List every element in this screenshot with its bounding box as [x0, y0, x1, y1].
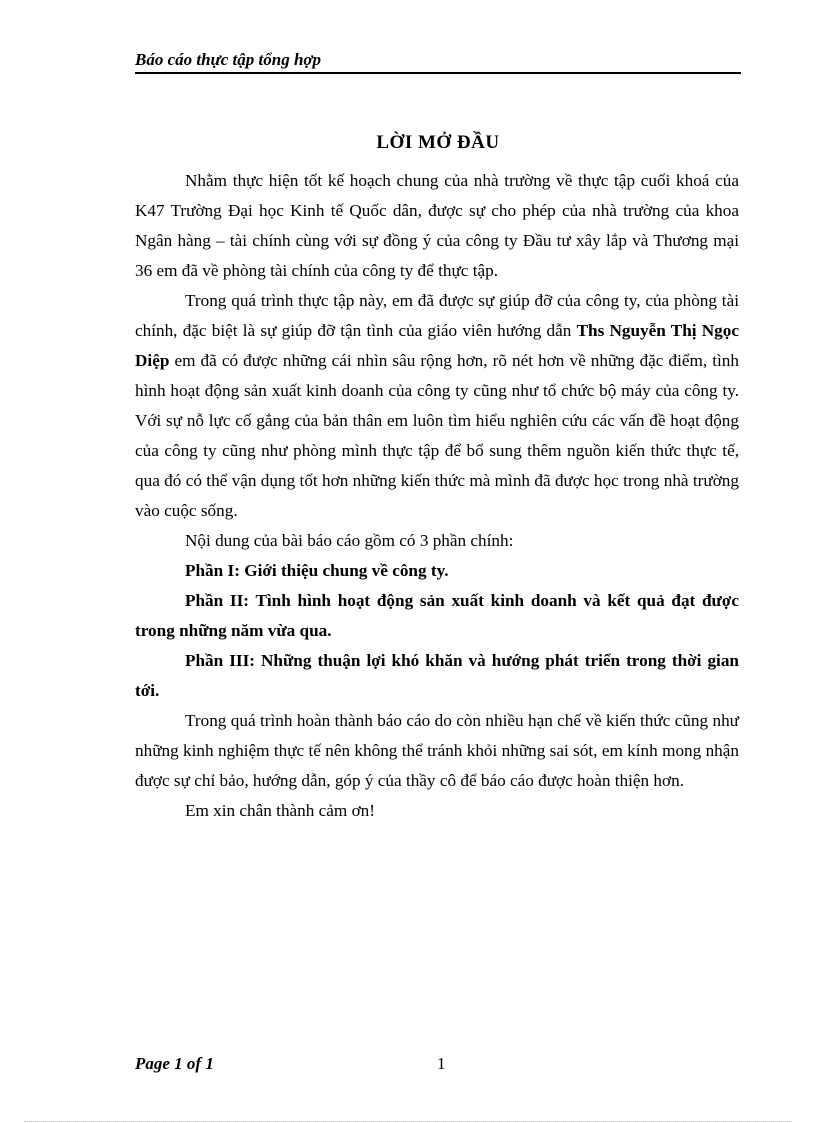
teacher-name: Ths Nguyễn Thị Ngọc Diệp [135, 321, 739, 370]
acknowledgement-paragraph [135, 286, 739, 526]
page-bottom-divider [24, 1121, 792, 1122]
limitations-paragraph: Trong quá trình hoàn thành báo cáo do còn nhiều hạn chế về kiến thức cũng như những kinh nghiệm thực tế nên không thể tránh khỏi những sai sót, em kính mong nhận được sự chỉ bảo, hướng dẫn, góp ý của thầy cô để báo cáo được hoàn thiện hơn. [135, 711, 739, 790]
acknowledgement-text-end: em đã có được những cái nhìn sâu rộng hơn, rõ nét hơn về những đặc điểm, tình hình hoạt động sản xuất kinh doanh của công ty cũng như tổ chức bộ máy của công ty. Với sự nỗ lực cố gắng của bản thân em luôn tìm hiểu nghiên cứu các vấn đề hoạt động của công ty cũng như phòng mình thực tập để bổ sung thêm nguồn kiến thức thực tế, qua đó có thể vận dụng tốt hơn những kiến thức mà mình đã được học trong nhà trường vào cuộc sống. [135, 351, 739, 520]
acknowledgement-text-start: Trong quá trình thực tập này, em đã được sự giúp đỡ của công ty, của phòng tài chính, đặc biệt là sự giúp đỡ tận tình của giáo viên hướng dẫn [135, 291, 739, 340]
page-header [135, 48, 741, 74]
part-3-item: Phần III: Những thuận lợi khó khăn và hướng phát triển trong thời gian tới. [135, 651, 739, 700]
footer-page-label: Page 1 of 1 [135, 1054, 214, 1073]
document-body [135, 166, 739, 826]
intro-paragraph: Nhằm thực hiện tốt kế hoạch chung của nhà trường về thực tập cuối khoá của K47 Trường Đại học Kinh tế Quốc dân, được sự cho phép của nhà trường của khoa Ngân hàng – tài chính cùng với sự đồng ý của công ty Đầu tư xây lắp và Thương mại 36 em đã về phòng tài chính của công ty để thực tập. [135, 171, 739, 280]
footer-page-number: 1 [437, 1054, 446, 1073]
document-heading: LỜI MỞ ĐẦU [376, 132, 500, 153]
contents-intro: Nội dung của bài báo cáo gồm có 3 phần chính: [185, 531, 514, 550]
part-1-item: Phần I: Giới thiệu chung về công ty. [185, 561, 449, 580]
closing-line: Em xin chân thành cảm ơn! [185, 801, 375, 820]
part-2-item: Phần II: Tình hình hoạt động sản xuất kinh doanh và kết quả đạt được trong những năm vừa qua. [135, 591, 739, 640]
header-title: Báo cáo thực tập tổng hợp [135, 50, 322, 69]
